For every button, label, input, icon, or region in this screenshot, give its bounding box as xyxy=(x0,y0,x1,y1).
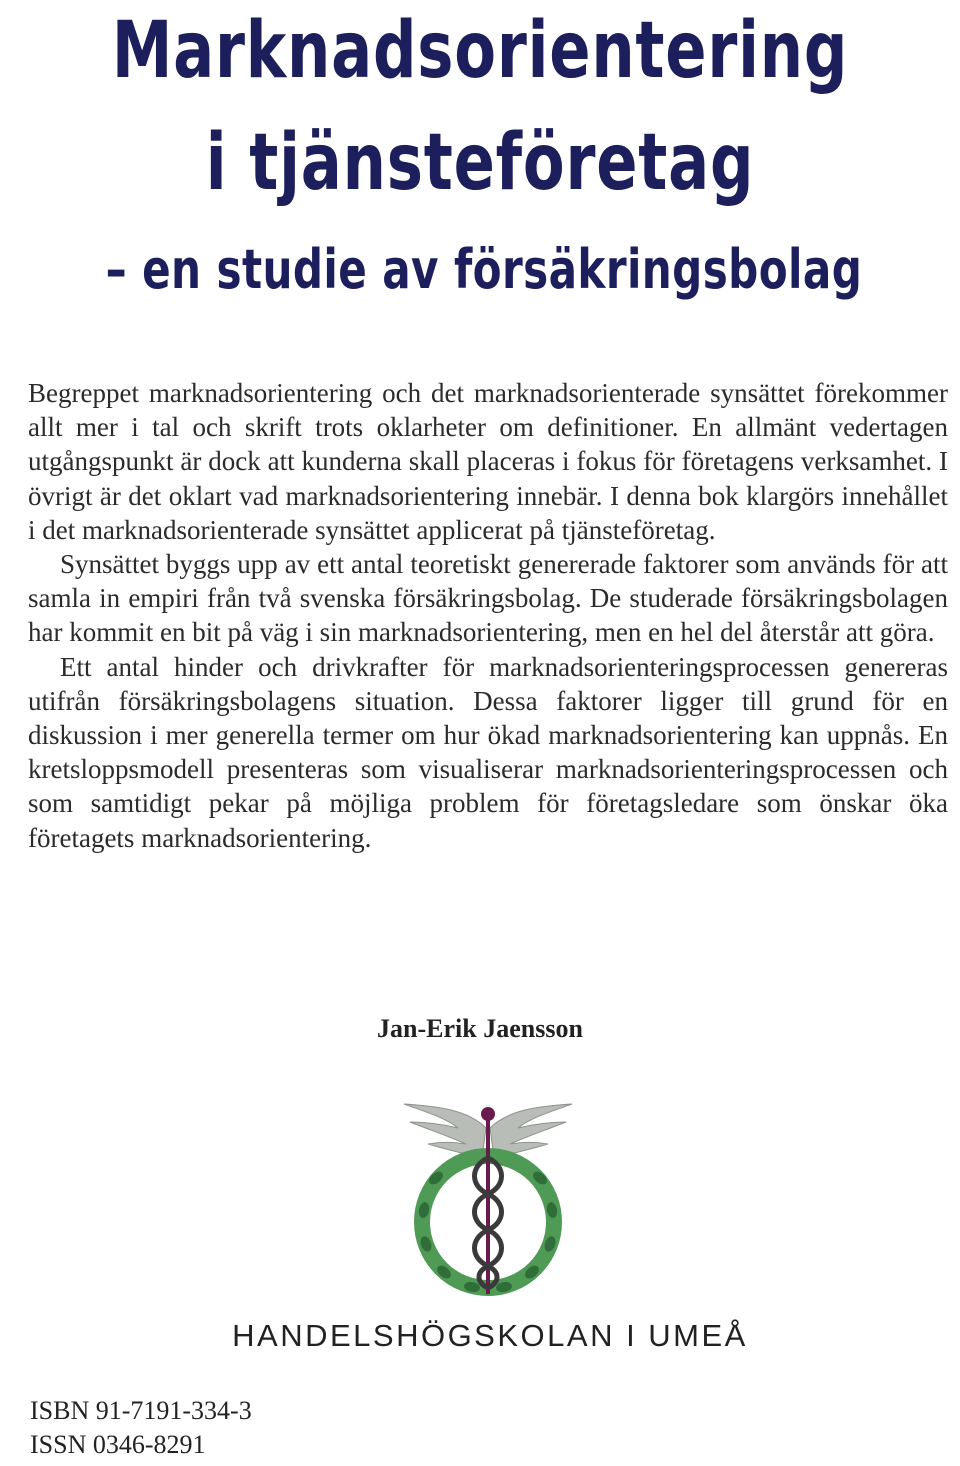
book-title-line-2: i tjänsteföretag xyxy=(205,118,755,208)
abstract-paragraph-2: Synsättet byggs upp av ett antal teoretiskt genererade faktorer som används för att samla in empiri från två svenska försäkringsbolag. De studerade försäkringsbolagen har kommit en bit på väg i sin marknadsorientering, men en hel del återstår att göra. xyxy=(28,549,948,648)
abstract xyxy=(28,376,948,855)
isbn: ISBN 91-7191-334-3 xyxy=(30,1396,252,1425)
abstract-paragraph-1: Begreppet marknadsorientering och det marknadsorienterade synsättet förekommer allt mer i tal och skrift trots oklarheter om definitioner. En allmänt vedertagen utgångspunkt är dock att kunderna skall placeras i fokus för företagens verksamhet. I övrigt är det oklart vad marknadsorientering innebär. I denna bok klargörs innehållet i det marknadsorienterade synsättet applicerat på tjänsteföretag. xyxy=(28,378,948,545)
caduceus-wreath-icon xyxy=(396,1098,580,1304)
publisher-name: HANDELSHÖGSKOLAN I UMEÅ xyxy=(232,1318,748,1353)
author-name: Jan-Erik Jaensson xyxy=(377,1014,583,1043)
book-subtitle: – en studie av försäkringsbolag xyxy=(105,238,863,301)
abstract-paragraph-3: Ett antal hinder och drivkrafter för marknadsorienteringsprocessen genereras utifrån försäkringsbolagens situation. Dessa faktorer ligger till grund för en diskussion i mer generella termer om hur ökad marknadsorientering kan uppnås. En kretsloppsmodell presenteras som visualiserar marknadsorienteringsprocessen och som samtidigt pekar på möjliga problem för företagsledare som önskar öka företagets marknadsorientering. xyxy=(28,651,948,853)
issn: ISSN 0346-8291 xyxy=(30,1430,206,1459)
book-title-line-1: Marknadsorientering xyxy=(111,6,849,96)
